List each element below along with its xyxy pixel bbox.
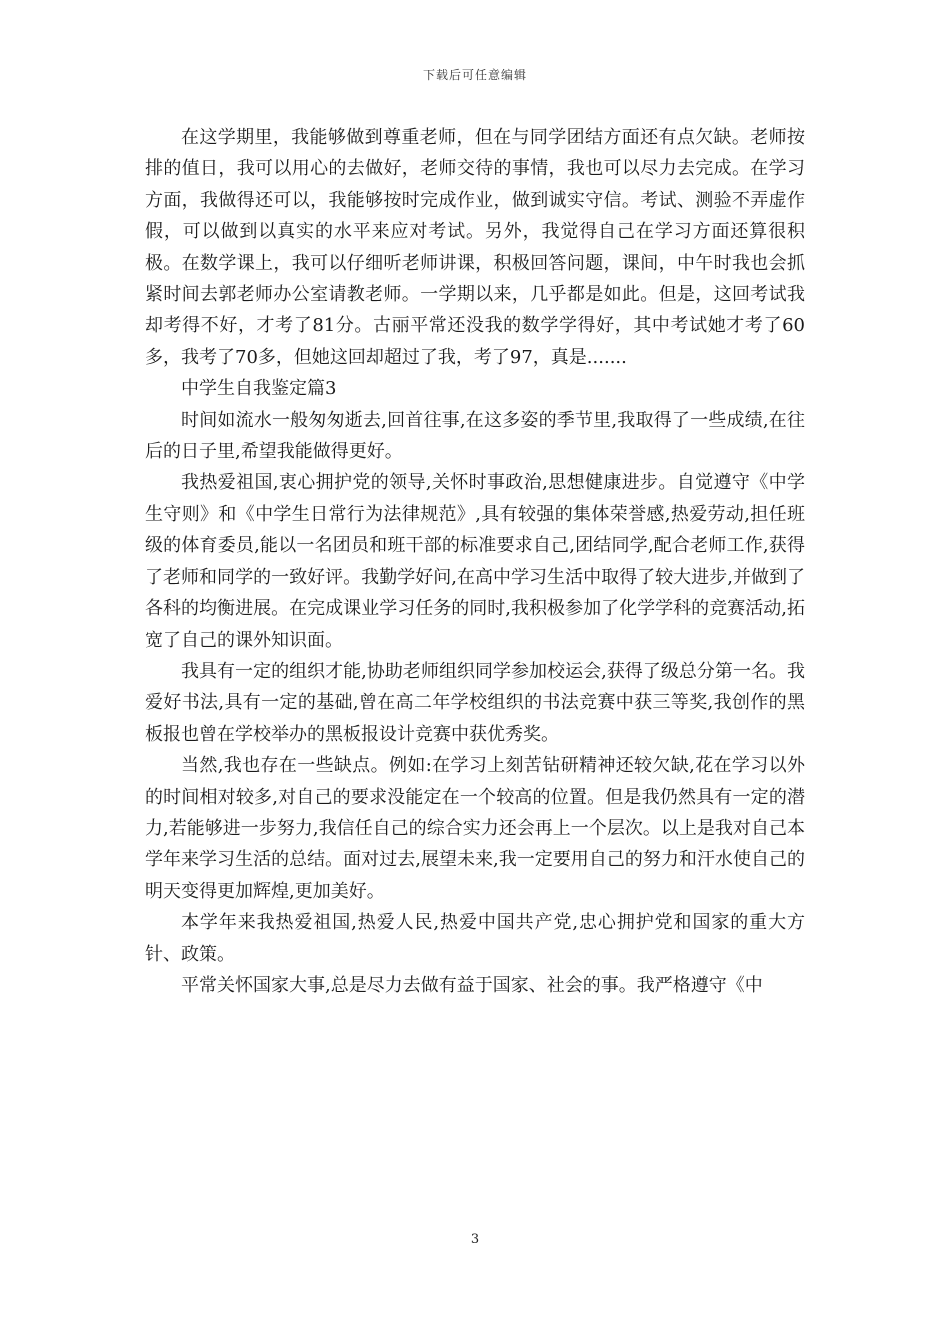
- paragraph-national-affairs: 平常关怀国家大事,总是尽力去做有益于国家、社会的事。我严格遵守《中: [181, 974, 763, 996]
- paragraph-shortcomings: 当然,我也存在一些缺点。例如:在学习上刻苦钻研精神还较欠缺,花在学习以外的时间相对较多,对自己的要求没能定在一个较高的位置。但是我仍然具有一定的潜力,若能够进一步努力,我信任自己的综合实力还会再上一个层次。以上是我对自己本学年来学习生活的总结。面对过去,展望未来,我一定要用自己的努力和汗水使自己的明天变得更加辉煌,更加美好。: [145, 755, 805, 902]
- section-heading: 中学生自我鉴定篇3: [181, 378, 337, 400]
- paragraph-semester-review: 在这学期里，我能够做到尊重老师，但在与同学团结方面还有点欠缺。老师按排的值日，我可以用心的去做好，老师交待的事情，我也可以尽力去完成。在学习方面，我做得还可以，我能够按时完成作业，做到诚实守信。考试、测验不弄虚作假，可以做到以真实的水平来应对考试。另外，我觉得自己在学习方面还算很积极。在数学课上，我可以仔细听老师讲课，积极回答问题，课间，中午时我也会抓紧时间去郭老师办公室请教老师。一学期以来，几乎都是如此。但是，这回考试我却考得不好，才考了81分。古丽平常还没我的数学学得好，其中考试她才考了60多，我考了70多，但她这回却超过了我，考了97，真是.......: [145, 127, 805, 368]
- document-body: [145, 122, 805, 1001]
- paragraph-abilities: 我具有一定的组织才能,协助老师组织同学参加校运会,获得了级总分第一名。我爱好书法,具有一定的基础,曾在高二年学校组织的书法竞赛中获三等奖,我创作的黑板报也曾在学校举办的黑板报设计竞赛中获优秀奖。: [145, 660, 805, 745]
- paragraph-patriotism: 我热爱祖国,衷心拥护党的领导,关怀时事政治,思想健康进步。自觉遵守《中学生守则》和《中学生日常行为法律规范》,具有较强的集体荣誉感,热爱劳动,担任班级的体育委员,能以一名团员和班干部的标准要求自己,团结同学,配合老师工作,获得了老师和同学的一致好评。我勤学好问,在高中学习生活中取得了较大进步,并做到了各科的均衡进展。在完成课业学习任务的同时,我积极参加了化学学科的竞赛活动,拓宽了自己的课外知识面。: [145, 472, 805, 651]
- page-header: 下载后可任意编辑: [422, 68, 527, 82]
- paragraph-loyalty: 本学年来我热爱祖国,热爱人民,热爱中国共产党,忠心拥护党和国家的重大方针、政策。: [145, 912, 805, 965]
- page-number: 3: [470, 1232, 480, 1247]
- paragraph-intro: 时间如流水一般匆匆逝去,回首往事,在这多姿的季节里,我取得了一些成绩,在往后的日子里,希望我能做得更好。: [145, 409, 805, 463]
